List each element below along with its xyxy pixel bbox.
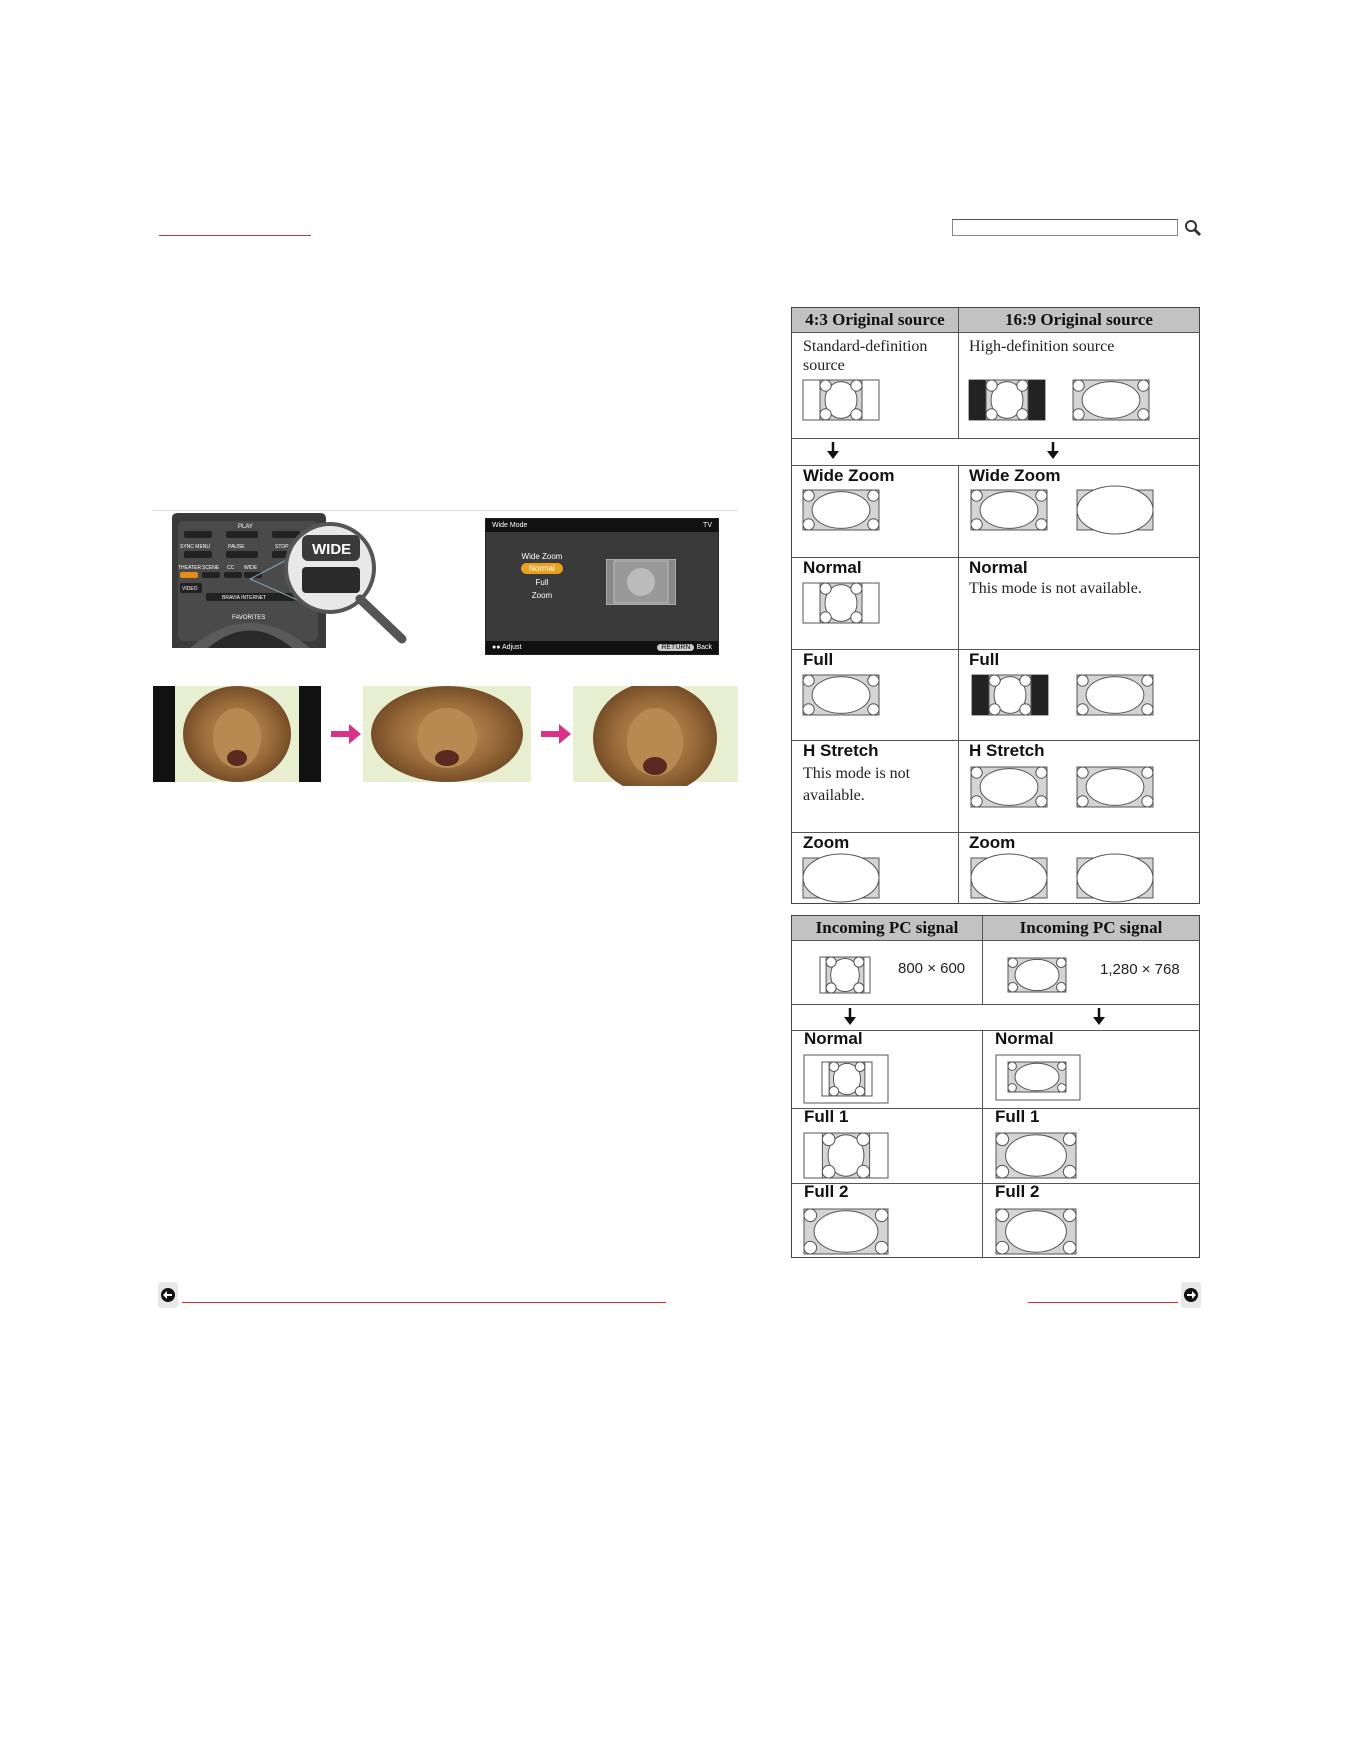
aspect-diagram [820, 957, 870, 993]
aspect-diagram [803, 583, 879, 623]
remote-sync-label: SYNC MENU [180, 544, 211, 550]
osd-input: TV [703, 522, 712, 529]
remote-wide-label: WIDE [244, 565, 258, 571]
t1-row2-left-label: Normal [803, 558, 862, 577]
t2-row2-right-label: Full 1 [995, 1107, 1040, 1126]
t1-row4-right-label: H Stretch [969, 741, 1045, 760]
arrow-right-icon [1183, 1287, 1199, 1303]
remote-pause-label: PAUSE [228, 544, 245, 550]
aspect-diagram [971, 854, 1047, 902]
t2-resolution-right: 1,280 × 768 [1100, 961, 1180, 978]
t2-row1-right-label: Normal [995, 1029, 1054, 1048]
aspect-diagram [1077, 767, 1153, 807]
aspect-diagram [822, 1062, 872, 1096]
next-link-underline[interactable] [1028, 1302, 1178, 1303]
t2-resolution-left: 800 × 600 [898, 960, 966, 977]
aspect-diagram [1077, 675, 1153, 715]
remote-cc-label: CC [227, 565, 235, 571]
t1-row3-left-label: Full [803, 650, 834, 669]
osd-item-full[interactable]: Full [535, 578, 549, 587]
aspect-diagram [972, 675, 1048, 715]
table1-source-left: Standard-definition source [803, 338, 928, 374]
t1-row4-left-label: H Stretch [803, 741, 879, 760]
remote-play-label: PLAY [238, 524, 253, 530]
table1-header-right: 16:9 Original source [959, 308, 1199, 332]
aspect-diagram [1073, 380, 1149, 420]
remote-stop-label: STOP [275, 544, 289, 550]
t2-row2-left-label: Full 1 [804, 1107, 849, 1126]
osd-adjust: ●● Adjust [492, 644, 522, 651]
t1-row2-right-label: Normal [969, 558, 1028, 577]
aspect-diagram [804, 1209, 888, 1254]
t1-row5-right-label: Zoom [969, 833, 1016, 852]
aspect-diagram [803, 675, 879, 715]
arrow-left-icon [160, 1287, 176, 1303]
table1-header-left: 4:3 Original source [792, 308, 958, 332]
remote-scene-label: SCENE [202, 565, 220, 571]
prev-link-underline[interactable] [182, 1302, 666, 1303]
remote-bravia-label: BRAVIA INTERNET [222, 595, 267, 601]
osd-item-wide-zoom[interactable]: Wide Zoom [521, 552, 563, 561]
aspect-diagram [996, 1133, 1076, 1178]
aspect-diagram [1077, 486, 1153, 534]
aspect-diagram [1008, 1062, 1066, 1092]
t2-row1-left-label: Normal [804, 1029, 863, 1048]
t1-row2-right-note: This mode is not available. [969, 580, 1142, 597]
remote-video-label: VIDEO [182, 586, 198, 592]
osd-selected-highlight: Normal [521, 563, 563, 574]
osd-title: Wide Mode [492, 522, 528, 529]
table2-header-right: Incoming PC signal [983, 916, 1199, 940]
aspect-diagram [971, 767, 1047, 807]
aspect-diagram [1077, 854, 1153, 902]
osd-item-zoom[interactable]: Zoom [531, 591, 553, 600]
osd-back: Back [696, 644, 712, 651]
aspect-diagram [803, 854, 879, 902]
remote-favorites-label: FAVORITES [232, 615, 266, 621]
aspect-diagram [803, 380, 879, 420]
aspect-diagram [996, 1209, 1076, 1254]
next-page-button[interactable] [1181, 1282, 1201, 1308]
t2-row3-left-label: Full 2 [804, 1182, 849, 1201]
aspect-diagram [971, 490, 1047, 530]
remote-theater-label: THEATER [178, 565, 201, 571]
t1-row3-right-label: Full [969, 650, 1000, 669]
t2-row3-right-label: Full 2 [995, 1182, 1040, 1201]
t1-row4-left-note: This mode is not available. [803, 765, 911, 804]
magnified-wide-label: WIDE [312, 541, 352, 558]
aspect-diagram [803, 490, 879, 530]
aspect-diagram [804, 1133, 888, 1178]
aspect-diagram [1008, 958, 1066, 992]
aspect-diagram [969, 380, 1045, 420]
t1-row1-right-label: Wide Zoom [969, 466, 1061, 485]
osd-return-button: RETURN [657, 644, 694, 651]
prev-page-button[interactable] [158, 1282, 178, 1308]
t1-row1-left-label: Wide Zoom [803, 466, 895, 485]
table1-source-right: High-definition source [969, 338, 1115, 355]
t1-row5-left-label: Zoom [803, 833, 850, 852]
table2-header-left: Incoming PC signal [792, 916, 982, 940]
